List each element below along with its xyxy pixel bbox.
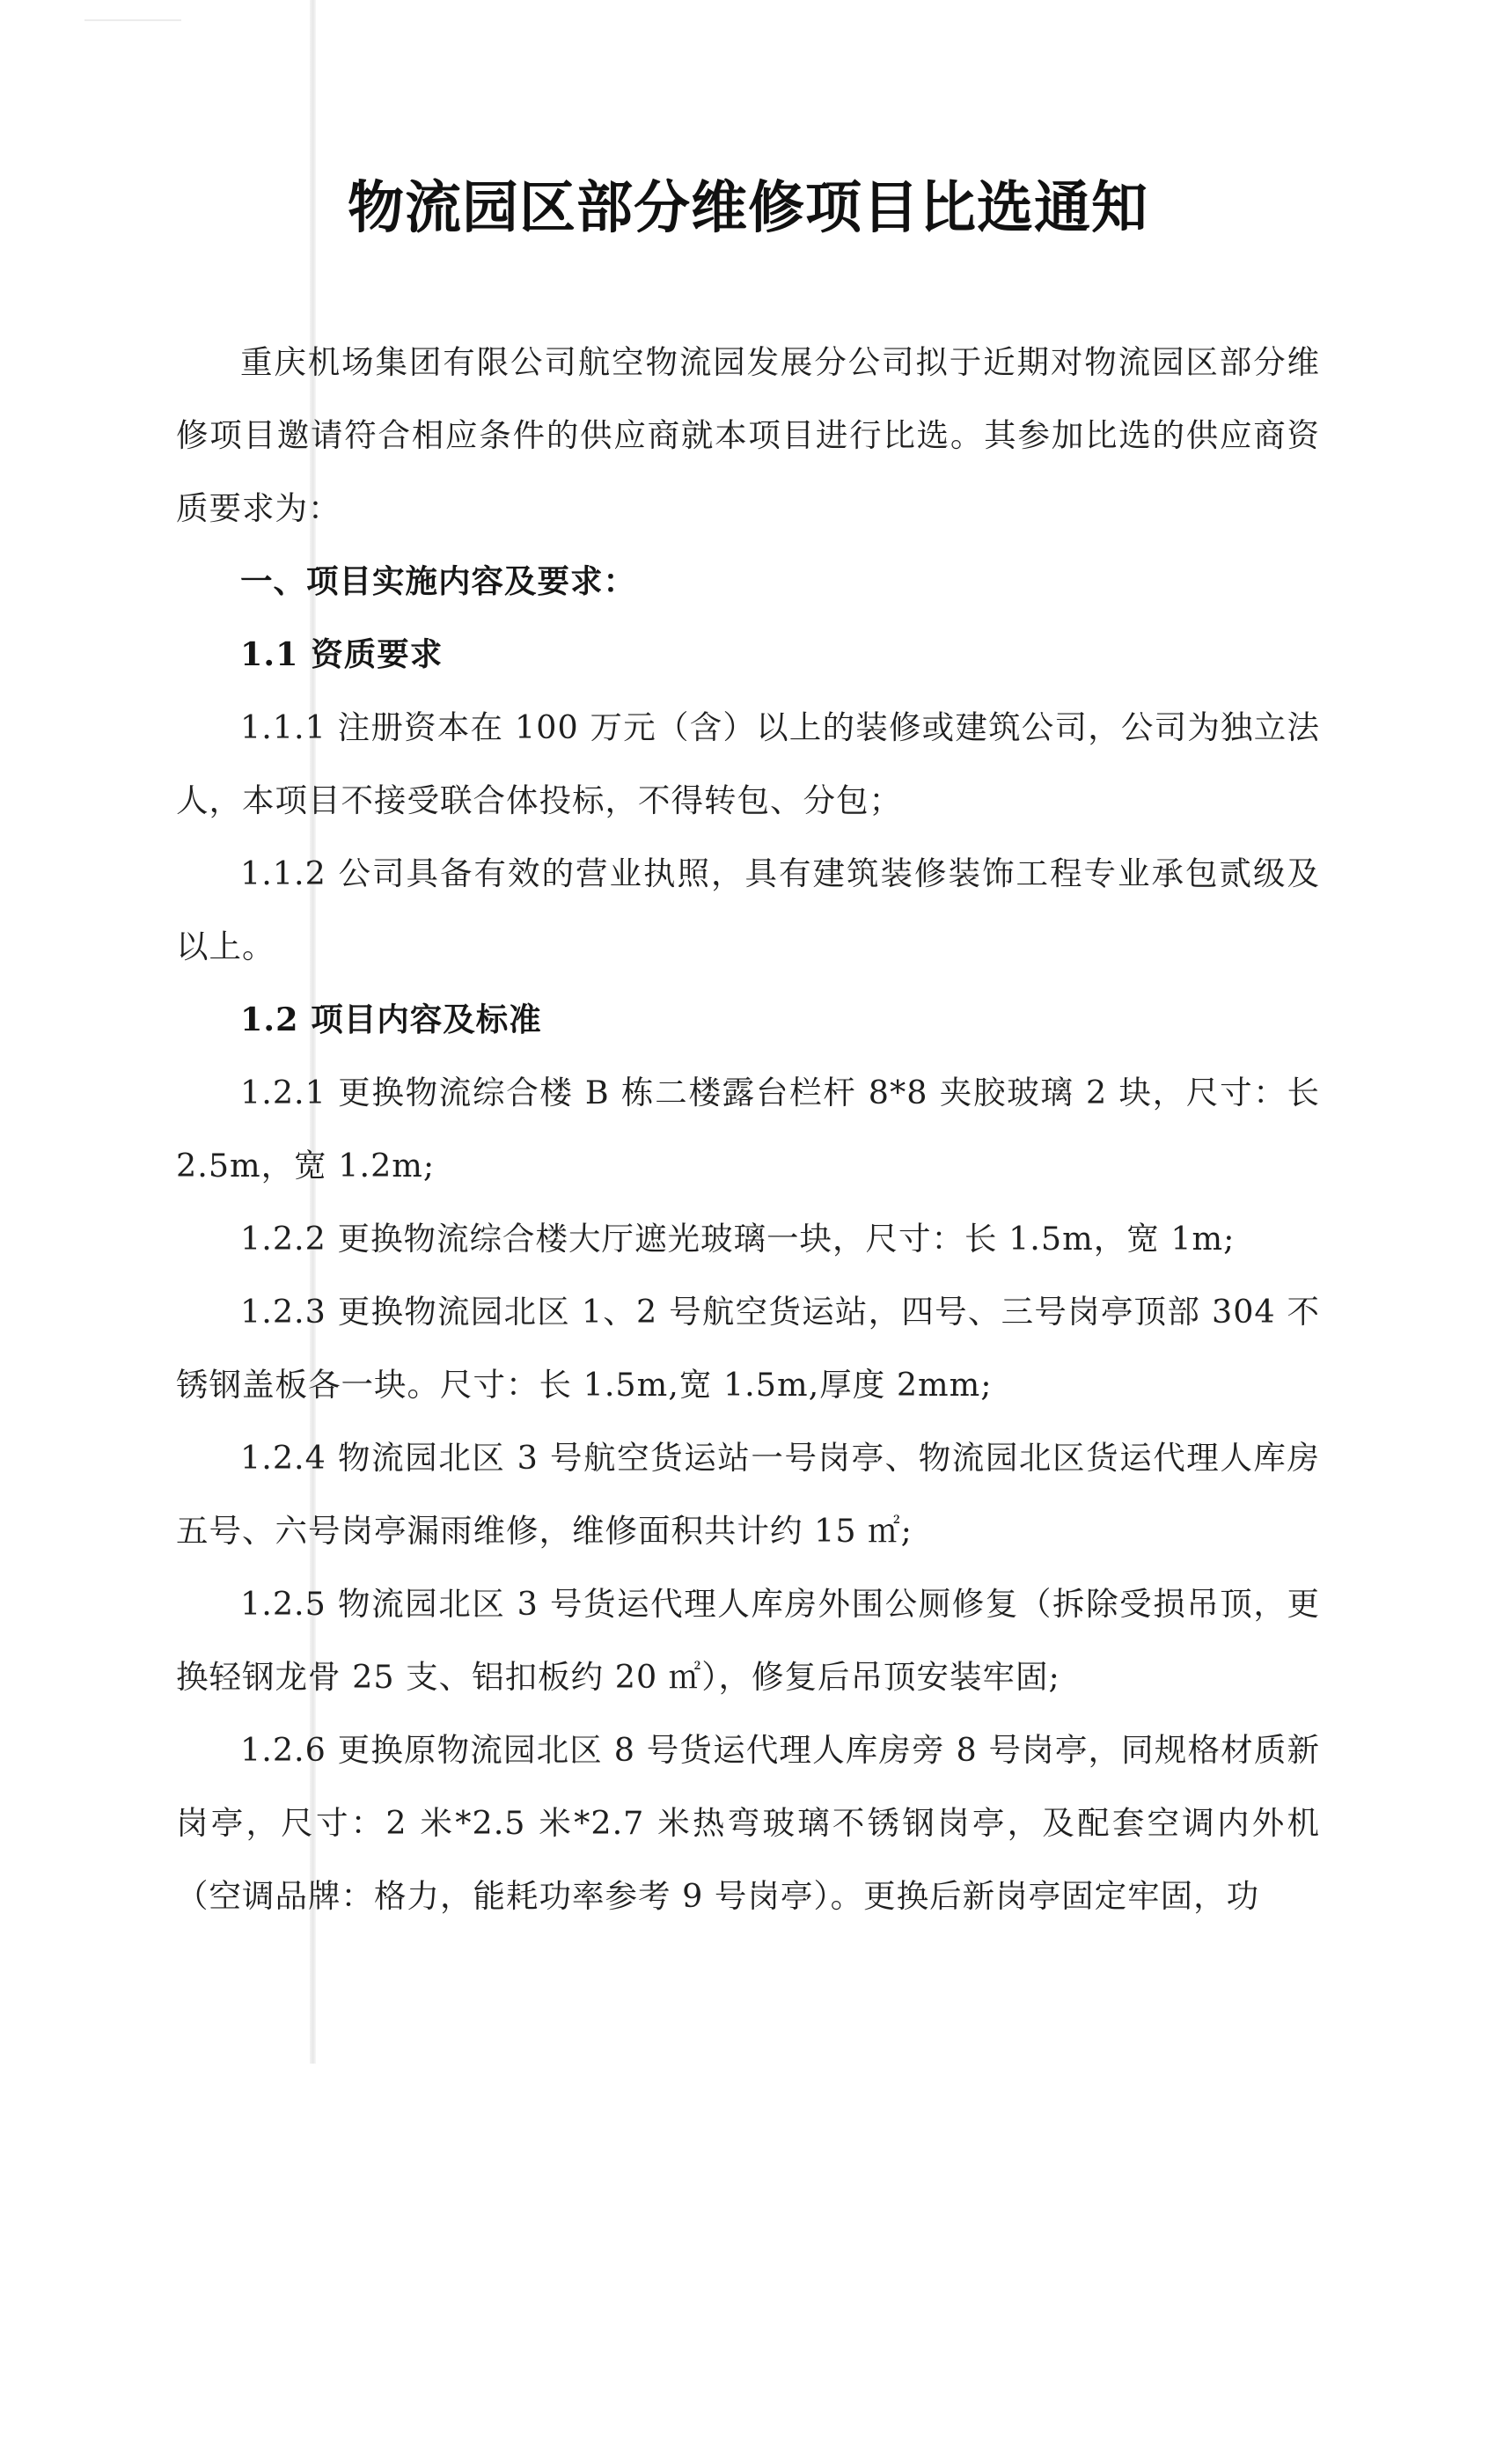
item-1-2-4: 1.2.4 物流园北区 3 号航空货运站一号岗亭、物流园北区货运代理人库房五号、六号岗亭漏雨维修，维修面积共计约 15 ㎡; <box>176 1439 1320 1550</box>
item-1-2-6: 1.2.6 更换原物流园北区 8 号货运代理人库房旁 8 号岗亭，同规格材质新岗亭，尺寸：2 米*2.5 米*2.7 米热弯玻璃不锈钢岗亭，及配套空调内外机（空调品牌：格力，能耗功率参考 9 号岗亭）。更换后新岗亭固定牢固，功 <box>176 1731 1320 1915</box>
document-body <box>176 326 1320 1932</box>
scan-corner-mark <box>84 19 181 28</box>
intro-paragraph: 重庆机场集团有限公司航空物流园发展分公司拟于近期对物流园区部分维修项目邀请符合相应条件的供应商就本项目进行比选。其参加比选的供应商资质要求为： <box>176 343 1320 527</box>
item-1-2-5: 1.2.5 物流园北区 3 号货运代理人库房外围公厕修复（拆除受损吊顶，更换轻钢龙骨 25 支、铝扣板约 20 ㎡），修复后吊顶安装牢固; <box>176 1585 1320 1696</box>
subsection-heading-1-1: 1.1 资质要求 <box>240 635 444 673</box>
item-1-2-3: 1.2.3 更换物流园北区 1、2 号航空货运站，四号、三号岗亭顶部 304 不锈钢盖板各一块。尺寸：长 1.5m,宽 1.5m,厚度 2mm; <box>176 1293 1320 1404</box>
item-1-2-2: 1.2.2 更换物流综合楼大厅遮光玻璃一块，尺寸：长 1.5m，宽 1m; <box>240 1220 1236 1258</box>
item-1-1-2: 1.1.2 公司具备有效的营业执照，具有建筑装修装饰工程专业承包贰级及以上。 <box>176 854 1320 965</box>
section-heading-1: 一、项目实施内容及要求： <box>240 562 636 600</box>
document-title: 物流园区部分维修项目比选通知 <box>348 176 1148 241</box>
item-1-1-1: 1.1.1 注册资本在 100 万元（含）以上的装修或建筑公司，公司为独立法人，本项目不接受联合体投标，不得转包、分包； <box>176 708 1320 819</box>
item-1-2-1: 1.2.1 更换物流综合楼 B 栋二楼露台栏杆 8*8 夹胶玻璃 2 块，尺寸：长 2.5m，宽 1.2m; <box>176 1074 1320 1184</box>
subsection-heading-1-2: 1.2 项目内容及标准 <box>240 1001 542 1038</box>
